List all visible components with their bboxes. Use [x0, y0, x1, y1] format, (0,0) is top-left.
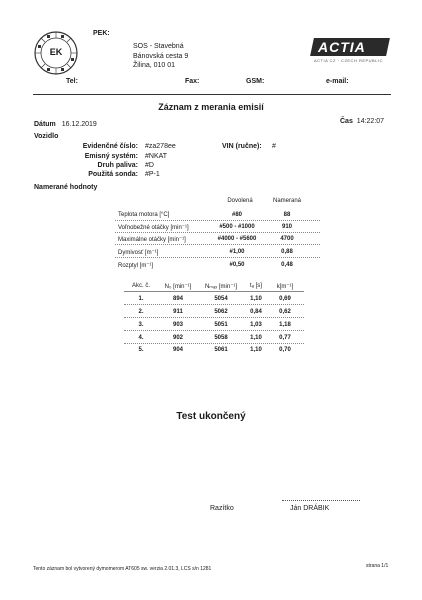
- row-divider: [115, 244, 320, 245]
- pek-label: PEK:: [93, 30, 110, 37]
- vehicle-section-label: Vozidlo: [34, 133, 59, 140]
- accel-cell: 911: [173, 309, 183, 315]
- vin-label: VIN (ručne):: [222, 143, 262, 150]
- limit-row-allowed: #500 - #1000: [219, 224, 255, 230]
- date-value: 16.12.2019: [61, 121, 97, 128]
- limit-row-measured: 88: [283, 212, 291, 218]
- measured-section-label: Namerané hodnoty: [34, 184, 98, 191]
- email-label: e-mail:: [326, 78, 349, 85]
- company-street: Bánovská cesta 9: [133, 53, 189, 60]
- col-measured-header: Nameraná: [272, 198, 301, 204]
- accel-cell: 5051: [214, 322, 228, 328]
- accel-cell: 3.: [138, 322, 144, 328]
- accel-cell: 894: [172, 296, 183, 302]
- accel-cell: 1.: [138, 296, 144, 302]
- row-divider: [124, 317, 304, 318]
- accel-header: k[m⁻¹]: [276, 284, 294, 290]
- date-row: [34, 121, 97, 128]
- company-name: SOS - Stavebná: [133, 43, 184, 50]
- footer-note: Tento záznam bol vytvorený dymomerom AT605 sw. verzia 2.01.3, LCS s/n 1281: [33, 566, 212, 572]
- sonda-label: Použitá sonda:: [88, 171, 138, 178]
- row-divider: [115, 232, 320, 233]
- col-allowed-header: Dovolená: [227, 198, 253, 204]
- accel-cell: 5061: [214, 347, 228, 353]
- row-divider: [124, 304, 304, 305]
- header-divider-line: [124, 291, 304, 292]
- limit-row-measured: 910: [281, 224, 292, 230]
- document-title: Záznam z merania emisií: [158, 102, 264, 112]
- accel-cell: 5058: [214, 335, 228, 341]
- page-number: strana 1/1: [366, 563, 389, 569]
- row-divider: [115, 220, 320, 221]
- accel-cell: 0,69: [279, 296, 291, 302]
- limit-row-name: Rozptyl [m⁻¹]: [118, 263, 154, 269]
- limit-row-name: Maximálne otáčky [min⁻¹]: [118, 237, 186, 243]
- gsm-label: GSM:: [246, 78, 265, 85]
- accel-cell: 904: [172, 347, 183, 353]
- vin-value: #: [272, 143, 276, 150]
- accel-cell: 1,10: [250, 335, 262, 341]
- row-divider: [115, 257, 320, 258]
- fax-label: Fax:: [185, 78, 200, 85]
- limit-row-allowed: #1,00: [229, 249, 245, 255]
- limit-row-allowed: #0,50: [229, 262, 245, 268]
- time-value: 14:22:07: [356, 118, 385, 125]
- date-label: Dátum: [34, 121, 56, 128]
- sonda-value: #P-1: [145, 171, 160, 178]
- accel-header: tₐ [s]: [250, 283, 262, 289]
- ek-stamp-seal: [34, 31, 78, 75]
- actia-logo: ACTIA: [318, 39, 366, 55]
- accel-cell: 0,84: [250, 309, 262, 315]
- evid-value: #za278ee: [145, 143, 176, 150]
- accel-header: Akc. č.: [131, 283, 150, 289]
- accel-cell: 5062: [214, 309, 228, 315]
- stamp-text: EK: [49, 47, 63, 57]
- accel-cell: 1,18: [279, 322, 291, 328]
- limit-row-measured: 4700: [280, 236, 294, 242]
- accel-cell: 0,62: [279, 309, 291, 315]
- emis-value: #NKAT: [145, 153, 168, 160]
- stamp-label: Razítko: [210, 505, 234, 512]
- emis-label: Emisný systém:: [84, 153, 138, 160]
- accel-cell: 1,10: [250, 296, 262, 302]
- accel-cell: 902: [172, 335, 183, 341]
- accel-cell: 1,10: [250, 347, 262, 353]
- actia-logo-subtitle: ACTIA CZ · CZECH REPUBLIC: [314, 58, 383, 63]
- accel-cell: 0,70: [279, 347, 291, 353]
- fuel-value: #D: [145, 162, 154, 169]
- tel-label: Tel:: [66, 78, 78, 85]
- test-completed-heading: Test ukončený: [176, 411, 246, 422]
- accel-header: Nₘₐₓ [min⁻¹]: [204, 284, 238, 290]
- time-label: Čas: [340, 118, 353, 125]
- limit-row-allowed: #4000 - #5600: [217, 236, 257, 242]
- accel-cell: 903: [172, 322, 183, 328]
- evid-label: Evidenčné číslo:: [82, 143, 138, 150]
- signer-name: Ján DRÁBIK: [290, 505, 330, 512]
- signature-line: [282, 500, 360, 501]
- accel-cell: 1,03: [250, 322, 262, 328]
- limit-row-allowed: #80: [231, 212, 242, 218]
- accel-cell: 4.: [138, 335, 144, 341]
- limit-row-name: Voľnobežné otáčky [min⁻¹]: [118, 225, 189, 231]
- accel-cell: 2.: [138, 309, 144, 315]
- accel-cell: 5.: [138, 347, 144, 353]
- accel-cell: 5054: [214, 296, 228, 302]
- limit-row-name: Teplota motora [°C]: [118, 212, 170, 218]
- fuel-label: Druh paliva:: [97, 162, 138, 169]
- header-divider: [33, 94, 391, 95]
- accel-header: N₀ [min⁻¹]: [164, 284, 192, 290]
- row-divider: [124, 330, 304, 331]
- company-city: Žilina, 010 01: [133, 62, 176, 69]
- limit-row-measured: 0,48: [281, 262, 293, 268]
- accel-cell: 0,77: [279, 335, 291, 341]
- limit-row-name: Dymivosť [m⁻¹]: [118, 250, 159, 256]
- time-row: [340, 118, 384, 125]
- row-divider: [124, 343, 304, 344]
- limit-row-measured: 0,88: [281, 249, 293, 255]
